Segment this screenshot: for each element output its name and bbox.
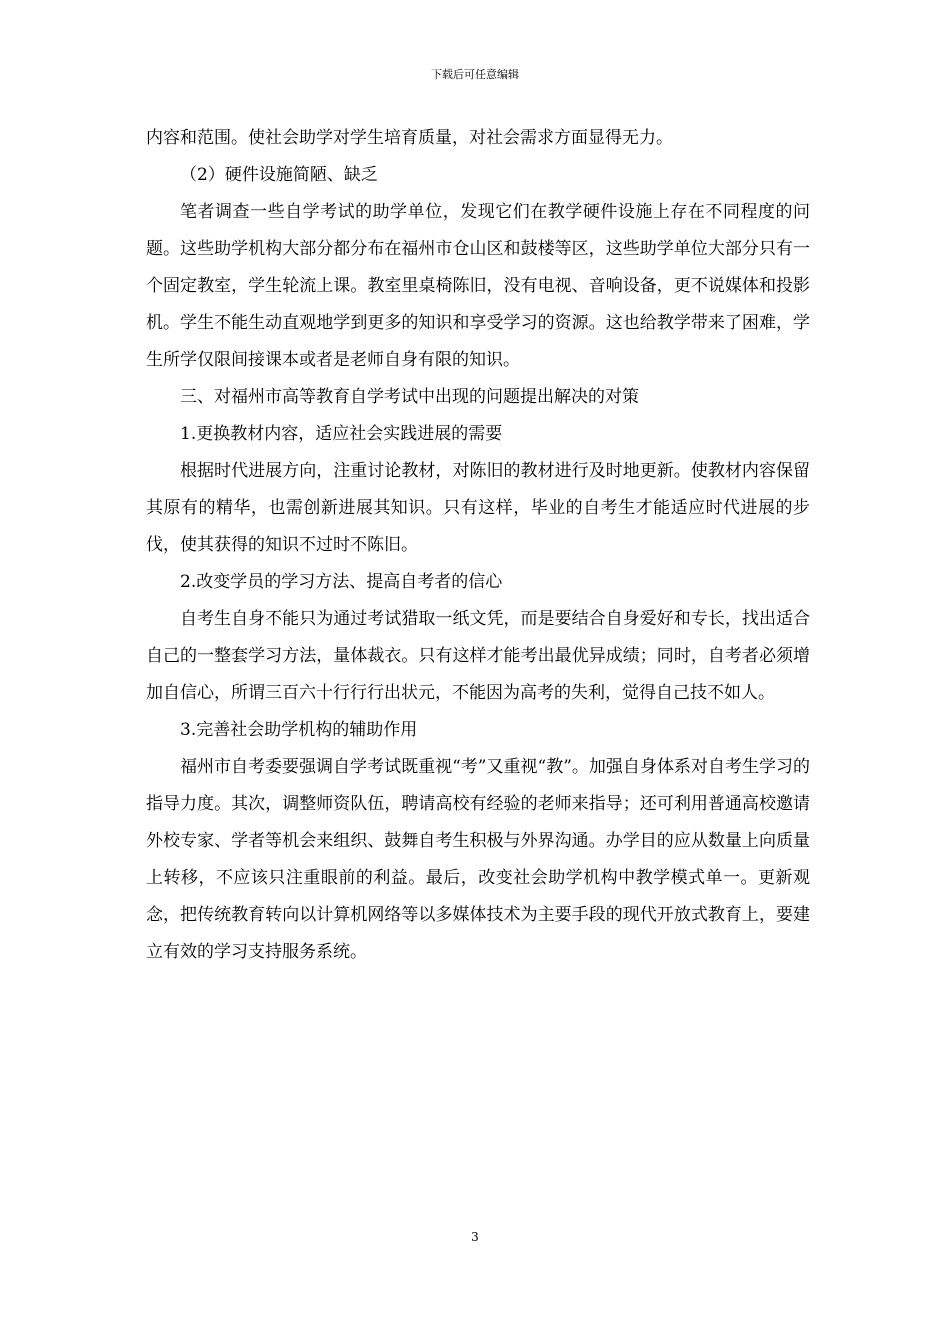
paragraph-learning-methods: 自考生自身不能只为通过考试猎取一纸文凭，而是要结合自身爱好和专长，找出适合自己的一整套学习方法，量体裁衣。只有这样才能考出最优异成绩；同时，自考者必须增加自信心，所谓三百六十行行行出状元，不能因为高考的失利，觉得自己技不如人。 [146,609,810,703]
section-heading-solutions: 三、对福州市高等教育自学考试中出现的问题提出解决的对策 [180,387,639,407]
subheading-hardware: （2）硬件设施简陋、缺乏 [180,165,378,185]
paragraph-support-institutions: 福州市自考委要强调自学考试既重视“考”又重视“教”。加强自身体系对自考生学习的指导力度。其次，调整师资队伍，聘请高校有经验的老师来指导；还可利用普通高校邀请外校专家、学者等机会来组织、鼓舞自考生积极与外界沟通。办学目的应从数量上向质量上转移，不应该只注重眼前的利益。最后，改变社会助学机构中教学模式单一。更新观念，把传统教育转向以计算机网络等以多媒体技术为主要手段的现代开放式教育上，要建立有效的学习支持服务系统。 [146,757,810,962]
subheading-support-institutions: 3.完善社会助学机构的辅助作用 [180,720,418,740]
page-number: 3 [471,1230,479,1244]
page-header: 下载后可任意编辑 [431,68,519,81]
paragraph-textbooks: 根据时代进展方向，注重讨论教材，对陈旧的教材进行及时地更新。使教材内容保留其原有的精华，也需创新进展其知识。只有这样，毕业的自考生才能适应时代进展的步伐，使其获得的知识不过时不陈旧。 [146,461,810,555]
subheading-learning-methods: 2.改变学员的学习方法、提高自考者的信心 [180,572,503,592]
document-body [146,120,810,971]
paragraph-hardware: 笔者调查一些自学考试的助学单位，发现它们在教学硬件设施上存在不同程度的问题。这些助学机构大部分都分布在福州市仓山区和鼓楼等区，这些助学单位大部分只有一个固定教室，学生轮流上课。教室里桌椅陈旧，没有电视、音响设备，更不说媒体和投影机。学生不能生动直观地学到更多的知识和享受学习的资源。这也给教学带来了困难，学生所学仅限间接课本或者是老师自身有限的知识。 [146,202,810,370]
paragraph-continuation: 内容和范围。使社会助学对学生培育质量，对社会需求方面显得无力。 [146,128,673,148]
subheading-textbooks: 1.更换教材内容，适应社会实践进展的需要 [180,424,503,444]
